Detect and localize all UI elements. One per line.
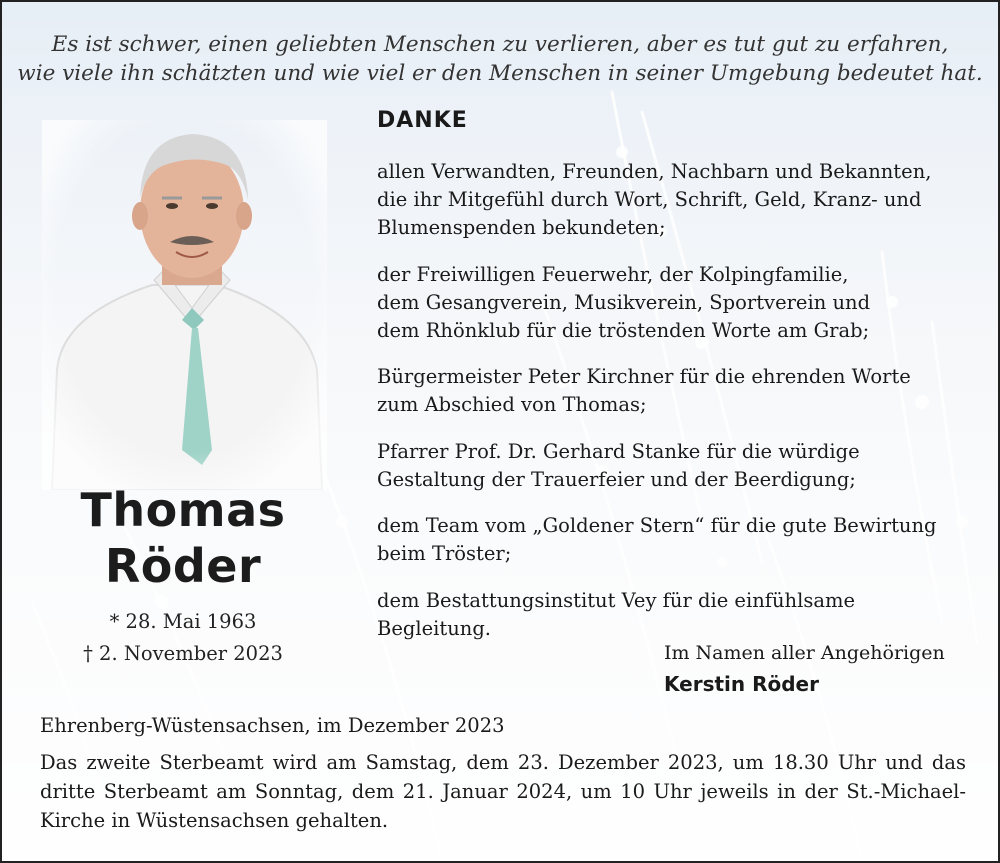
deceased-last-name: Röder (104, 539, 262, 593)
signature-line: Im Namen aller Angehörigen (664, 642, 945, 664)
motto-line-2: wie viele ihn schätzten und wie viel er den Menschen in seiner Umgebung bedeutet hat. (17, 61, 983, 86)
motto (2, 30, 998, 88)
thanks-paragraph: allen Verwandten, Freunden, Nachbarn und Bekannten, die ihr Mitgefühl durch Wort, Schrift, Geld, Kranz- und Blumenspenden bekundeten; (377, 160, 932, 239)
thanks-paragraph: Pfarrer Prof. Dr. Gerhard Stanke für die würdige Gestaltung der Trauerfeier und der Beerdigung; (377, 440, 860, 491)
portrait-photo (42, 120, 327, 490)
motto-line-1: Es ist schwer, einen geliebten Menschen zu verlieren, aber es tut gut zu erfahren, (51, 32, 949, 57)
thanks-paragraph: der Freiwilligen Feuerwehr, der Kolpingfamilie, dem Gesangverein, Musikverein, Sportverein und dem Rhönklub für die tröstenden Worte am Grab; (377, 263, 871, 342)
thanks-paragraph: dem Team vom „Goldener Stern“ für die gute Bewirtung beim Tröster; (377, 514, 937, 565)
mass-notice: Das zweite Sterbeamt wird am Samstag, dem 23. Dezember 2023, um 18.30 Uhr und das dritte Sterbeamt am Sonntag, dem 21. Januar 2024, um 10 Uhr jeweils in der St.-Michael-Kirche in Wüstensachsen gehalten. (40, 751, 966, 832)
place-date: Ehrenberg-Wüstensachsen, im Dezember 2023 (40, 714, 505, 737)
thanks-paragraph: Bürgermeister Peter Kirchner für die ehrenden Worte zum Abschied von Thomas; (377, 365, 911, 416)
birth-date: * 28. Mai 1963 (109, 610, 257, 633)
signature-name: Kerstin Röder (664, 672, 819, 696)
death-date: † 2. November 2023 (83, 642, 283, 665)
thanks-paragraph: dem Bestattungsinstitut Vey für die einfühlsame Begleitung. (377, 589, 856, 640)
thanks-title: DANKE (377, 108, 468, 133)
deceased-first-name: Thomas (80, 483, 286, 537)
